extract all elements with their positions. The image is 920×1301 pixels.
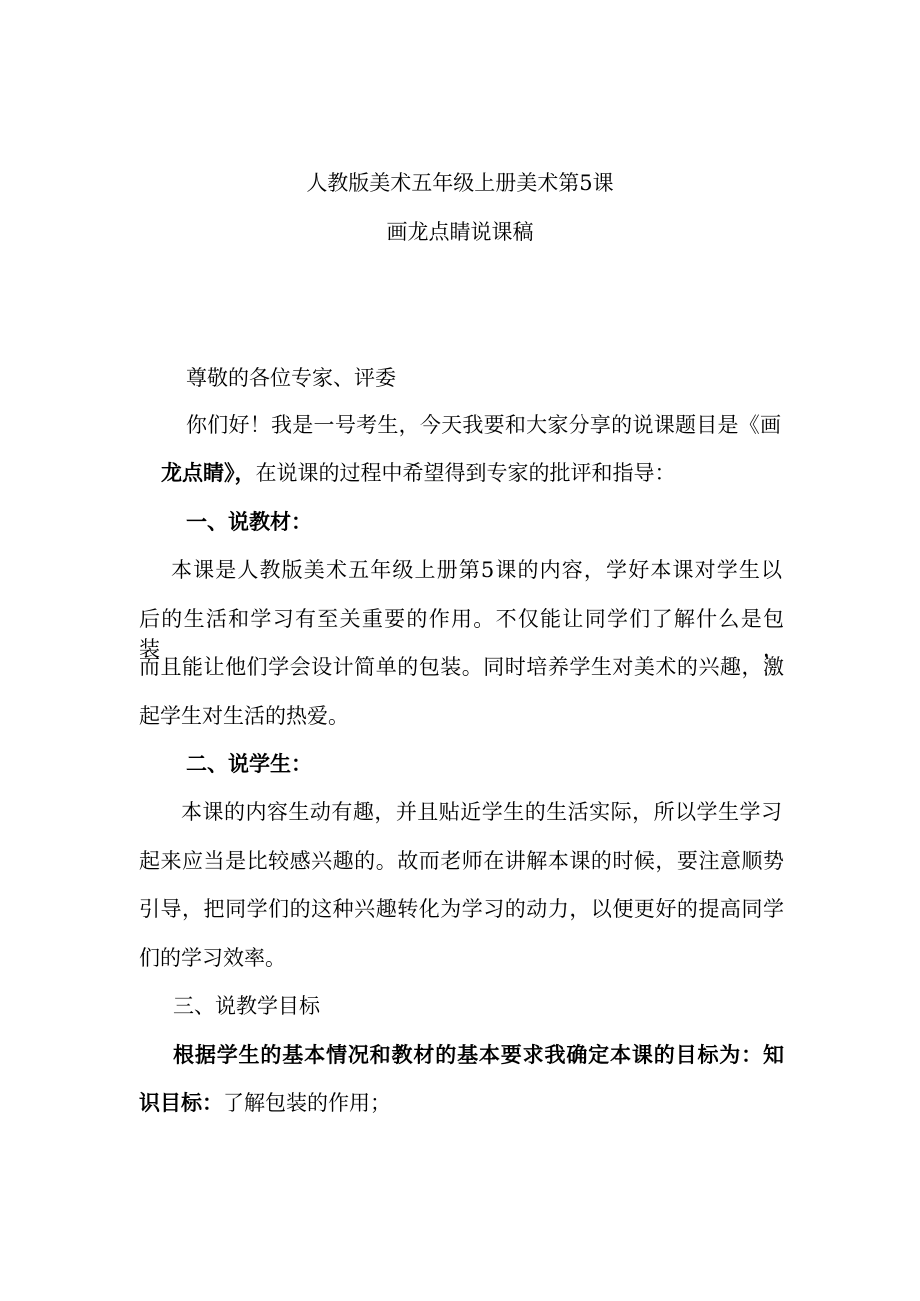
section-2-line: 引导，把同学们的这种兴趣转化为学习的动力，以便更好的提高同学 (139, 897, 784, 921)
title-line-2: 画龙点睛说课稿 (386, 220, 534, 244)
section-3-line: 根据学生的基本情况和教材的基本要求我确定本课的目标为：知 (173, 1042, 784, 1067)
section-1-line: 本课是人教版美术五年级上册第5课的内容，学好本课对学生以 (171, 558, 782, 582)
section-3-line-2 (139, 1088, 391, 1118)
intro-line-1: 你们好！我是一号考生，今天我要和大家分享的说课题目是《画 (186, 413, 781, 437)
intro-line-2 (161, 458, 676, 488)
intro-line-2-text: 在说课的过程中希望得到专家的批评和指导： (255, 461, 676, 485)
document-title (0, 168, 920, 198)
intro-bold-title: 龙点睛》， (161, 460, 256, 485)
section-2-line: 们的学习效率。 (139, 946, 286, 970)
section-2-line: 起来应当是比较感兴趣的。故而老师在讲解本课的时候，要注意顺势 (139, 849, 784, 873)
knowledge-goal-text: 了解包装的作用； (223, 1091, 391, 1115)
greeting: 尊敬的各位专家、评委 (186, 366, 396, 390)
document-subtitle (0, 217, 920, 247)
section-2-line: 本课的内容生动有趣，并且贴近学生的生活实际，所以学生学习 (181, 800, 782, 824)
title-line-1: 人教版美术五年级上册美术第5课 (306, 171, 614, 195)
section-1-heading: 一、说教材： (186, 509, 312, 534)
section-1-line: 而且能让他们学会设计简单的包装。同时培养学生对美术的兴趣，激 (139, 655, 784, 679)
section-1-line: 起学生对生活的热爱。 (139, 704, 349, 728)
section-1-line: 后的生活和学习有至关重要的作用。不仅能让同学们了解什么是包装， (139, 607, 784, 661)
section-3-heading: 三、说教学目标 (173, 994, 320, 1018)
section-2-heading: 二、说学生： (186, 751, 312, 776)
knowledge-goal-label: 识目标： (139, 1090, 223, 1115)
